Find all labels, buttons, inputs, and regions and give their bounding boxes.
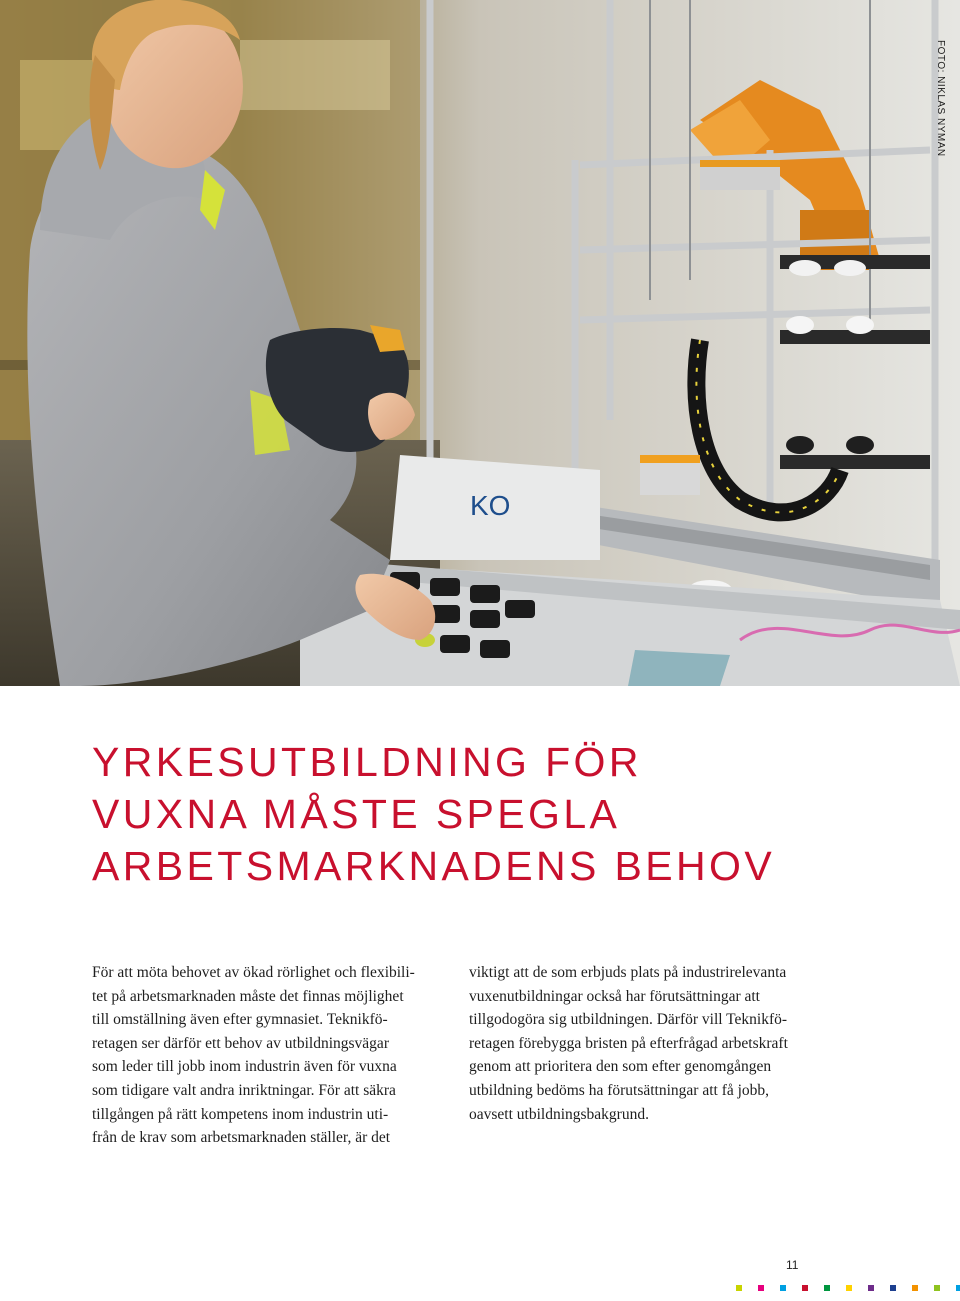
body-line: tillgodogöra sig utbildningen. Därför vill Teknikfö- <box>469 1011 788 1029</box>
color-square <box>956 1285 960 1291</box>
color-square <box>758 1285 764 1291</box>
body-column-right <box>469 961 829 1126</box>
body-line: retagen ser därför ett behov av utbildningsvägar <box>92 1034 389 1052</box>
color-square <box>824 1285 830 1291</box>
body-line: vuxenutbildningar också har förutsättningar att <box>469 987 760 1005</box>
headline-line: YRKESUTBILDNING FÖR <box>92 739 642 785</box>
photo-credit: FOTO: NIKLAS NYMAN <box>935 40 946 157</box>
body-line: till omställning även efter gymnasiet. Teknikfö- <box>92 1011 388 1029</box>
body-line: tillgången på rätt kompetens inom industrin uti- <box>92 1105 389 1123</box>
body-line: retagen förebygga bristen på efterfrågad arbetskraft <box>469 1034 788 1052</box>
color-square <box>890 1285 896 1291</box>
color-square <box>780 1285 786 1291</box>
body-line: genom att prioritera den som efter genomgången <box>469 1058 772 1076</box>
body-line: utbildning bedöms ha förutsättningar att få jobb, <box>469 1081 770 1099</box>
body-line: För att möta behovet av ökad rörlighet och flexibili- <box>92 964 415 981</box>
body-line: oavsett utbildningsbakgrund. <box>469 1105 649 1123</box>
decorative-color-squares <box>736 1285 960 1291</box>
body-line: som leder till jobb inom industrin även för vuxna <box>92 1058 397 1076</box>
headline-line: ARBETSMARKNADENS BEHOV <box>92 843 776 889</box>
body-line: från de krav som arbetsmarknaden ställer, är det <box>92 1129 391 1147</box>
headline-line: VUXNA MÅSTE SPEGLA <box>92 791 621 837</box>
body-line: som tidigare valt andra inriktningar. För att säkra <box>92 1081 396 1099</box>
color-square <box>802 1285 808 1291</box>
machine-brand-label: KO <box>470 490 511 521</box>
body-column-left <box>92 961 452 1150</box>
page-number: 11 <box>786 1258 799 1272</box>
color-square <box>846 1285 852 1291</box>
body-line: tet på arbetsmarknaden måste det finnas möjlighet <box>92 987 404 1005</box>
color-square <box>934 1285 940 1291</box>
article-headline <box>92 736 912 892</box>
color-square <box>868 1285 874 1291</box>
color-square <box>912 1285 918 1291</box>
color-square <box>736 1285 742 1291</box>
body-line: viktigt att de som erbjuds plats på industrirelevanta <box>469 964 787 981</box>
